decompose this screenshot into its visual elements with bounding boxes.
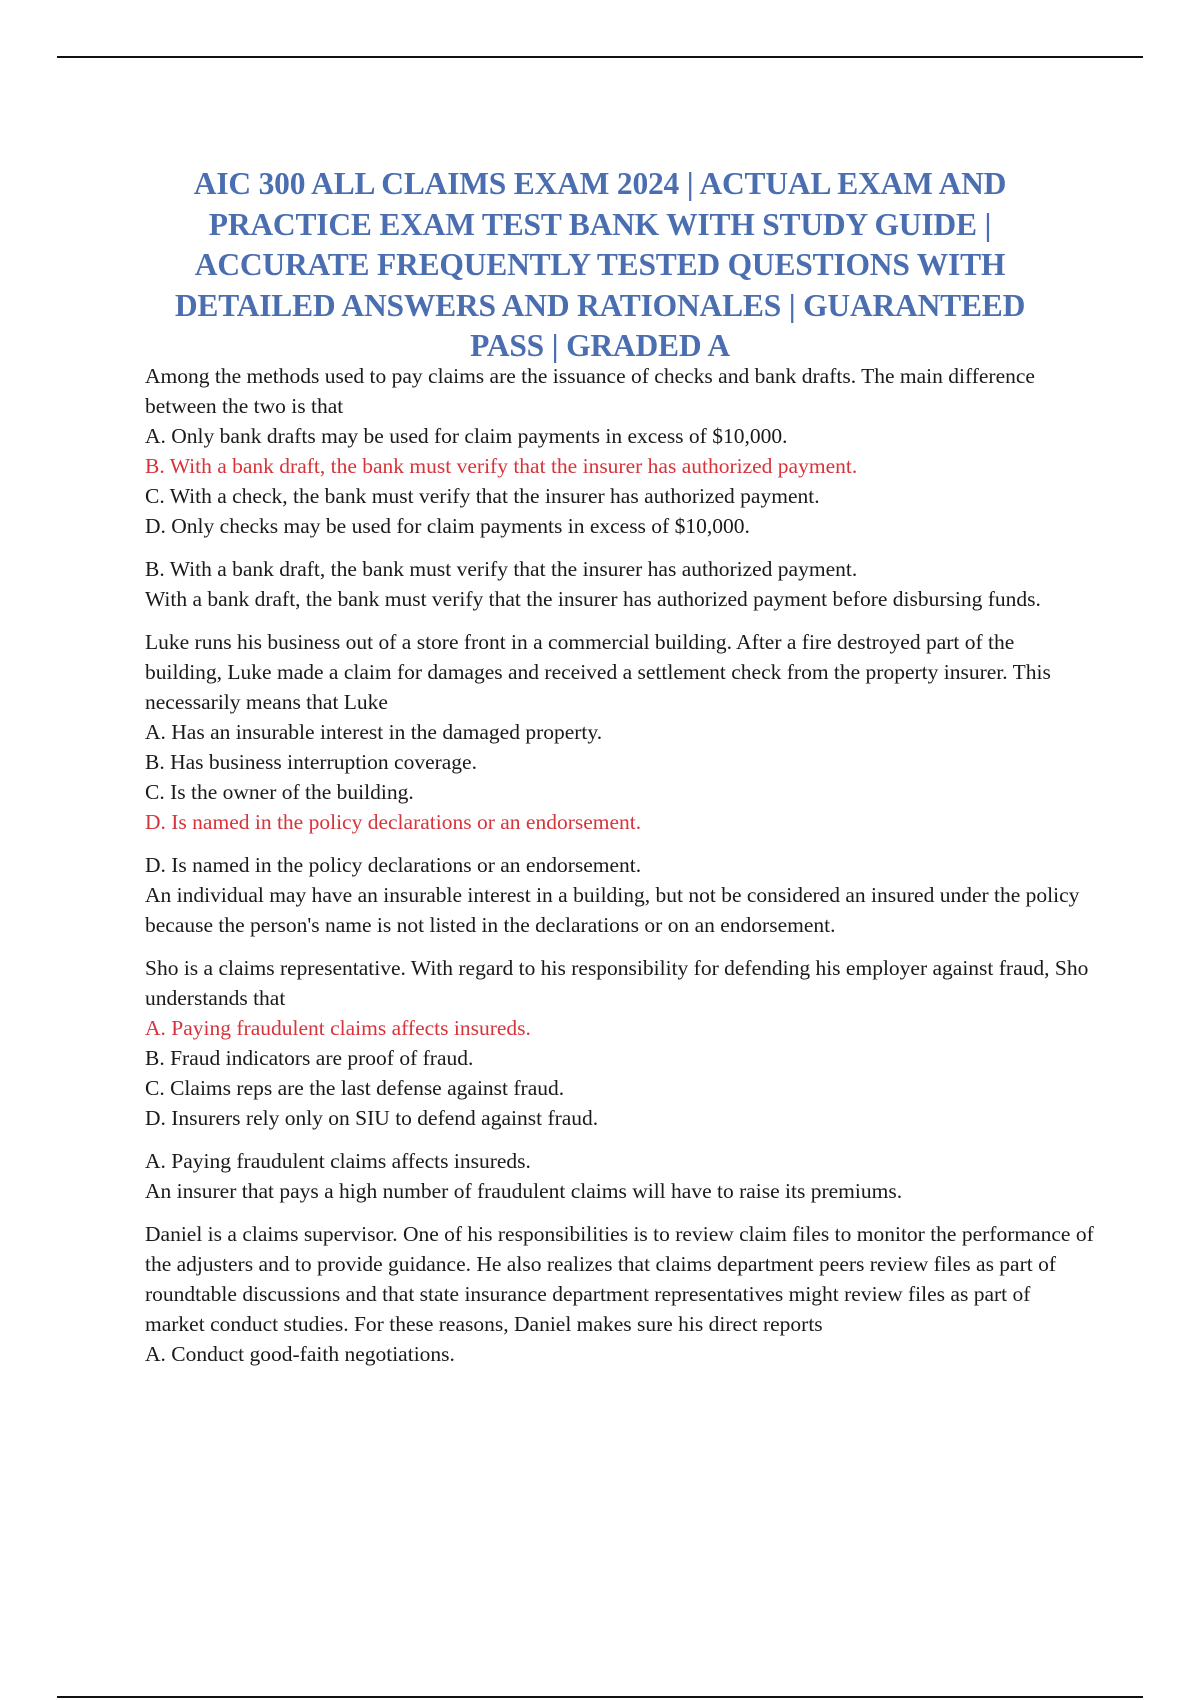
answer-line: B. With a bank draft, the bank must verify that the insurer has authorized payment. — [145, 557, 858, 581]
bottom-rule — [57, 1696, 1143, 1698]
rationale-text: An insurer that pays a high number of fraudulent claims will have to raise its premiums. — [145, 1179, 903, 1203]
answer-block-1 — [145, 554, 1095, 614]
rationale-text: An individual may have an insurable interest in a building, but not be considered an insured under the policy because the person's name is not listed in the declarations or on an endorsement. — [145, 883, 1080, 937]
question-block-2 — [145, 627, 1095, 837]
question-block-1 — [145, 361, 1095, 541]
option-d: D. Only checks may be used for claim payments in excess of $10,000. — [145, 514, 750, 538]
top-rule — [57, 56, 1143, 58]
answer-line: A. Paying fraudulent claims affects insureds. — [145, 1149, 531, 1173]
question-stem: Luke runs his business out of a store front in a commercial building. After a fire destroyed part of the building, Luke made a claim for damages and received a settlement check from the property insurer. This necessarily means that Luke — [145, 630, 1051, 714]
option-b: B. Fraud indicators are proof of fraud. — [145, 1046, 474, 1070]
option-d-correct: D. Is named in the policy declarations or an endorsement. — [145, 810, 642, 834]
answer-block-3 — [145, 1146, 1095, 1206]
question-block-4 — [145, 1219, 1095, 1369]
option-a: A. Only bank drafts may be used for claim payments in excess of $10,000. — [145, 424, 788, 448]
option-a: A. Conduct good-faith negotiations. — [145, 1342, 455, 1366]
question-block-3 — [145, 953, 1095, 1133]
question-stem: Sho is a claims representative. With regard to his responsibility for defending his employer against fraud, Sho understands that — [145, 956, 1089, 1010]
document-body — [145, 361, 1095, 1382]
option-b: B. Has business interruption coverage. — [145, 750, 477, 774]
option-a: A. Has an insurable interest in the damaged property. — [145, 720, 603, 744]
option-d: D. Insurers rely only on SIU to defend against fraud. — [145, 1106, 599, 1130]
question-stem: Among the methods used to pay claims are the issuance of checks and bank drafts. The main difference between the two is that — [145, 364, 1035, 418]
option-c: C. Is the owner of the building. — [145, 780, 414, 804]
option-c: C. With a check, the bank must verify that the insurer has authorized payment. — [145, 484, 820, 508]
option-c: C. Claims reps are the last defense against fraud. — [145, 1076, 565, 1100]
option-a-correct: A. Paying fraudulent claims affects insureds. — [145, 1016, 531, 1040]
question-stem: Daniel is a claims supervisor. One of his responsibilities is to review claim files to monitor the performance of the adjusters and to provide guidance. He also realizes that claims department peers review files as part of roundtable discussions and that state insurance department representatives might review files as part of market conduct studies. For these reasons, Daniel makes sure his direct reports — [145, 1222, 1094, 1336]
rationale-text: With a bank draft, the bank must verify that the insurer has authorized payment before disbursing funds. — [145, 587, 1041, 611]
answer-block-2 — [145, 850, 1095, 940]
answer-line: D. Is named in the policy declarations or an endorsement. — [145, 853, 642, 877]
document-title: AIC 300 ALL CLAIMS EXAM 2024 | ACTUAL EXAM AND PRACTICE EXAM TEST BANK WITH STUDY GUIDE | ACCURATE FREQUENTLY TESTED QUESTIONS WITH DETAILED ANSWERS AND RATIONALES | GUARANTEED PASS | GRADED A — [174, 166, 1026, 364]
option-b-correct: B. With a bank draft, the bank must verify that the insurer has authorized payment. — [145, 454, 858, 478]
